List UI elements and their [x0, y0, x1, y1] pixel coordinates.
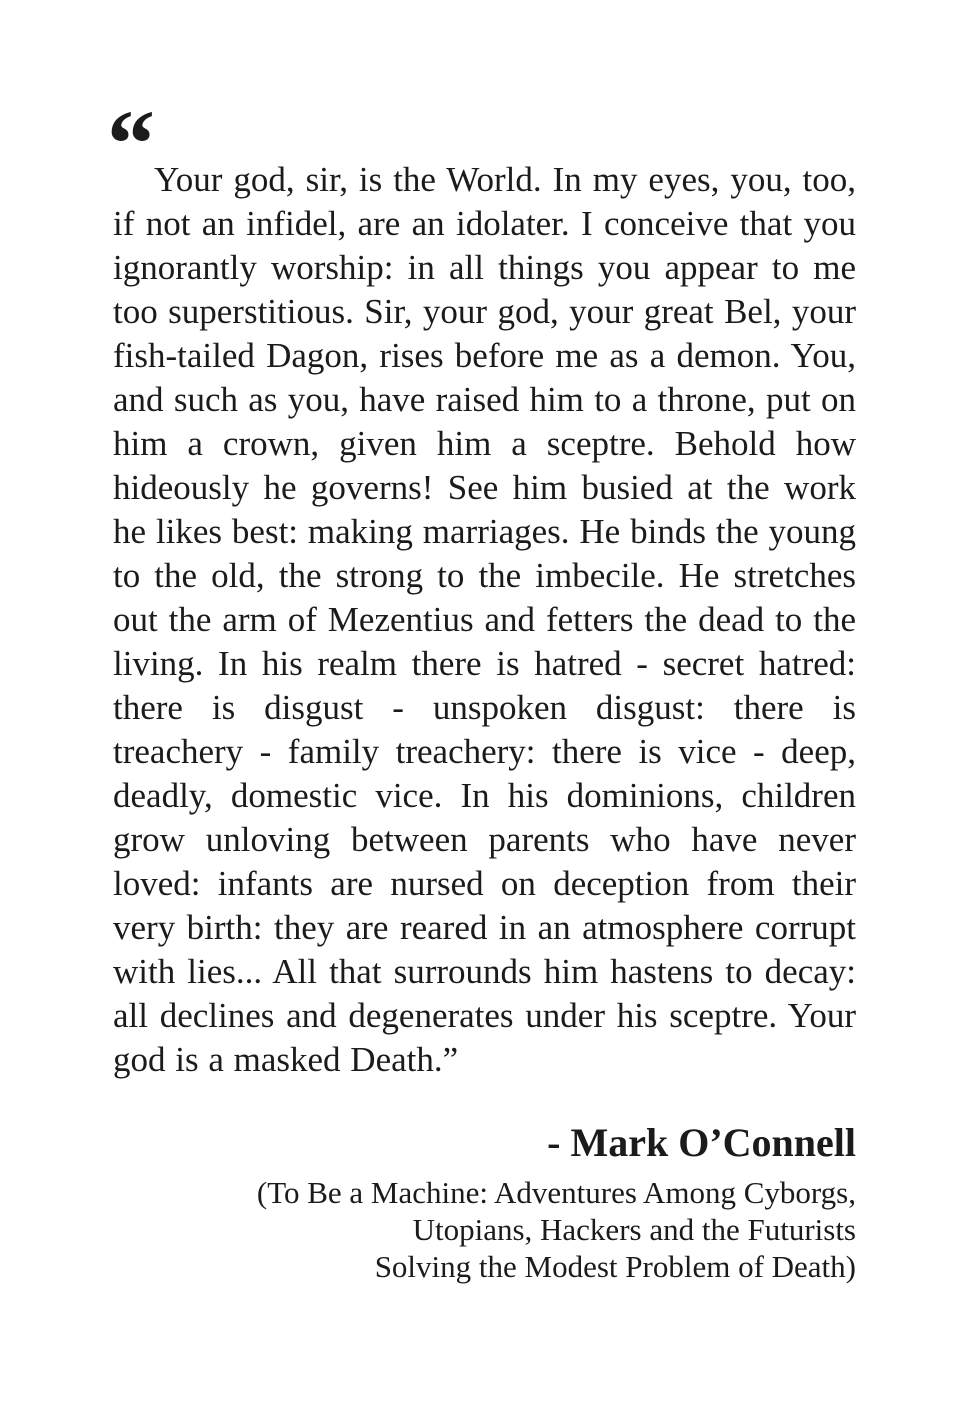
open-quote-icon: “	[107, 90, 151, 197]
book-title-line: Utopians, Hackers and the Futurists	[412, 1212, 856, 1247]
author-name: - Mark O’Connell	[547, 1120, 856, 1165]
book-title	[113, 1174, 856, 1285]
quote-attribution	[113, 1120, 856, 1285]
quote-text: Your god, sir, is the World. In my eyes, you, too, if not an infidel, are an idolater. I conceive that you ignorantly worship: in all things you appear to me too superstitious. Sir, your god, your great Bel, your fish-tailed Dagon, rises before me as a demon. You, and such as you, have raised him to a throne, put on him a crown, given him a sceptre. Behold how hideously he governs! See him busied at the work he likes best: making marriages. He binds the young to the old, the strong to the imbecile. He stretches out the arm of Mezentius and fetters the dead to the living. In his realm there is hatred - secret hatred: there is disgust - unspoken disgust: there is treachery - family treachery: there is vice - deep, deadly, domestic vice. In his dominions, children grow unloving between parents who have never loved: infants are nursed on deception from their very birth: they are reared in an atmosphere corrupt with lies... All that surrounds him hastens to decay: all declines and degenerates under his sceptre. Your god is a masked Death.”	[113, 160, 856, 1079]
book-title-line: (To Be a Machine: Adventures Among Cyborgs,	[256, 1175, 856, 1210]
book-title-line: Solving the Modest Problem of Death)	[374, 1249, 856, 1284]
